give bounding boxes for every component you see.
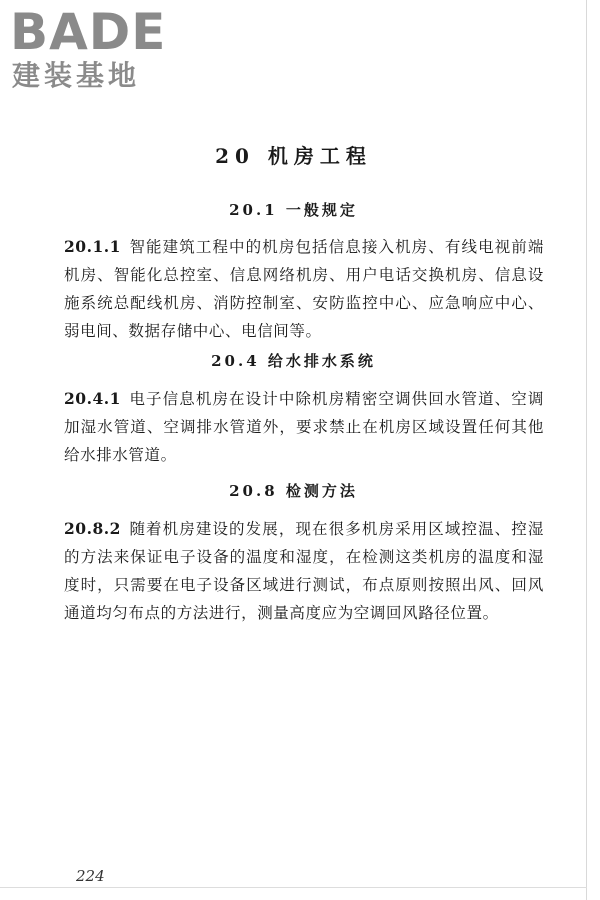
page-edge-right: [586, 0, 587, 900]
clause-text: 随着机房建设的发展，现在很多机房采用区域控温、控湿的方法来保证电子设备的温度和湿度，在检测这类机房的温度和湿度时，只需要在电子设备区域进行测试，布点原则按照出风、回风通道均匀布点的方法进行，测量高度应为空调回风路径位置。: [64, 520, 544, 622]
clause-20-4-1: [64, 385, 544, 469]
clause-text: 智能建筑工程中的机房包括信息接入机房、有线电视前端机房、智能化总控室、信息网络机房、用户电话交换机房、信息设施系统总配线机房、消防控制室、安防监控中心、应急响应中心、弱电间、数据存储中心、电信间等。: [64, 238, 544, 340]
page-edge-bottom: [0, 887, 587, 888]
page-number: 224: [76, 867, 105, 885]
section-title-20-1: 20.1 一般规定: [229, 201, 358, 219]
clause-20-1-1: [64, 233, 544, 345]
clause-number: 20.1.1: [64, 237, 121, 256]
clause-number: 20.8.2: [64, 519, 121, 538]
section-title-20-8: 20.8 检测方法: [229, 482, 358, 500]
logo-subtitle: 建装基地: [12, 59, 141, 92]
logo-brand-text: BADE: [10, 3, 167, 61]
watermark-logo: [10, 3, 180, 96]
clause-20-8-2: [64, 515, 544, 627]
clause-text: 电子信息机房在设计中除机房精密空调供回水管道、空调加湿水管道、空调排水管道外，要求禁止在机房区域设置任何其他给水排水管道。: [64, 390, 544, 464]
chapter-title: 20 机房工程: [215, 144, 372, 168]
clause-number: 20.4.1: [64, 389, 121, 408]
section-title-20-4: 20.4 给水排水系统: [211, 352, 376, 370]
